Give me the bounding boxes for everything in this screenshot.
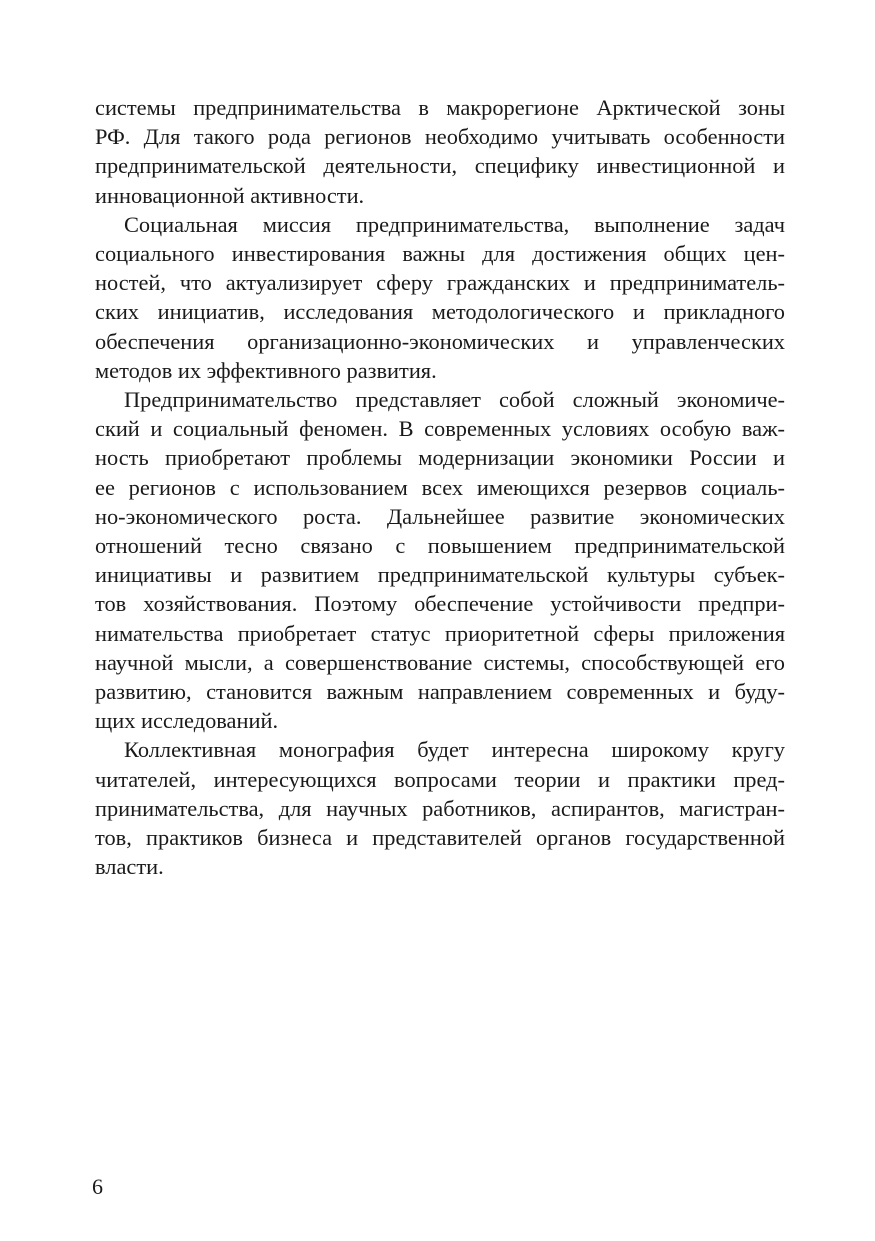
text-line: развитию, становится важным направлением современных и буду-	[95, 679, 785, 705]
paragraph-4	[95, 735, 785, 881]
text-line: Социальная миссия предпринимательства, выполнение задач	[124, 211, 785, 237]
text-line: предпринимательской деятельности, специфику инвестиционной и	[95, 153, 785, 179]
text-line: тов, практиков бизнеса и представителей органов государственной	[95, 825, 785, 851]
text-line: ностей, что актуализирует сферу гражданских и предприниматель-	[95, 270, 785, 296]
body-text	[95, 93, 785, 881]
paragraph-2	[95, 210, 785, 385]
text-line: власти.	[95, 854, 164, 880]
text-line: ских инициатив, исследования методологического и прикладного	[95, 299, 785, 325]
paragraph-1	[95, 93, 785, 210]
text-line: но-экономического роста. Дальнейшее развитие экономических	[95, 503, 785, 529]
text-line: системы предпринимательства в макрорегионе Арктической зоны	[95, 95, 785, 120]
text-line: ский и социальный феномен. В современных условиях особую важ-	[95, 416, 785, 442]
text-line: щих исследований.	[95, 708, 279, 734]
text-line: социального инвестирования важны для достижения общих цен-	[95, 241, 785, 267]
text-line: ее регионов с использованием всех имеющихся резервов социаль-	[95, 474, 785, 500]
text-line: научной мысли, а совершенствование системы, способствующей его	[95, 649, 785, 675]
text-line: читателей, интересующихся вопросами теории и практики пред-	[95, 766, 785, 792]
page-number: 6	[92, 1174, 103, 1199]
text-line: обеспечения организационно-экономических и управленческих	[95, 328, 785, 354]
text-line: Коллективная монография будет интересна широкому кругу	[124, 737, 785, 763]
text-line: ность приобретают проблемы модернизации экономики России и	[95, 445, 785, 471]
text-line: инновационной активности.	[95, 182, 365, 208]
text-line: инициативы и развитием предпринимательской культуры субъек-	[95, 562, 785, 588]
text-line: принимательства, для научных работников, аспирантов, магистран-	[95, 795, 785, 821]
text-line: Предпринимательство представляет собой сложный экономиче-	[124, 387, 785, 413]
text-line: тов хозяйствования. Поэтому обеспечение устойчивости предпри-	[95, 591, 785, 617]
text-line: методов их эффективного развития.	[95, 357, 437, 383]
text-line: РФ. Для такого рода регионов необходимо учитывать особенности	[95, 124, 785, 150]
text-line: нимательства приобретает статус приоритетной сферы приложения	[95, 620, 785, 646]
paragraph-3	[95, 385, 785, 735]
text-line: отношений тесно связано с повышением предпринимательской	[95, 533, 785, 559]
